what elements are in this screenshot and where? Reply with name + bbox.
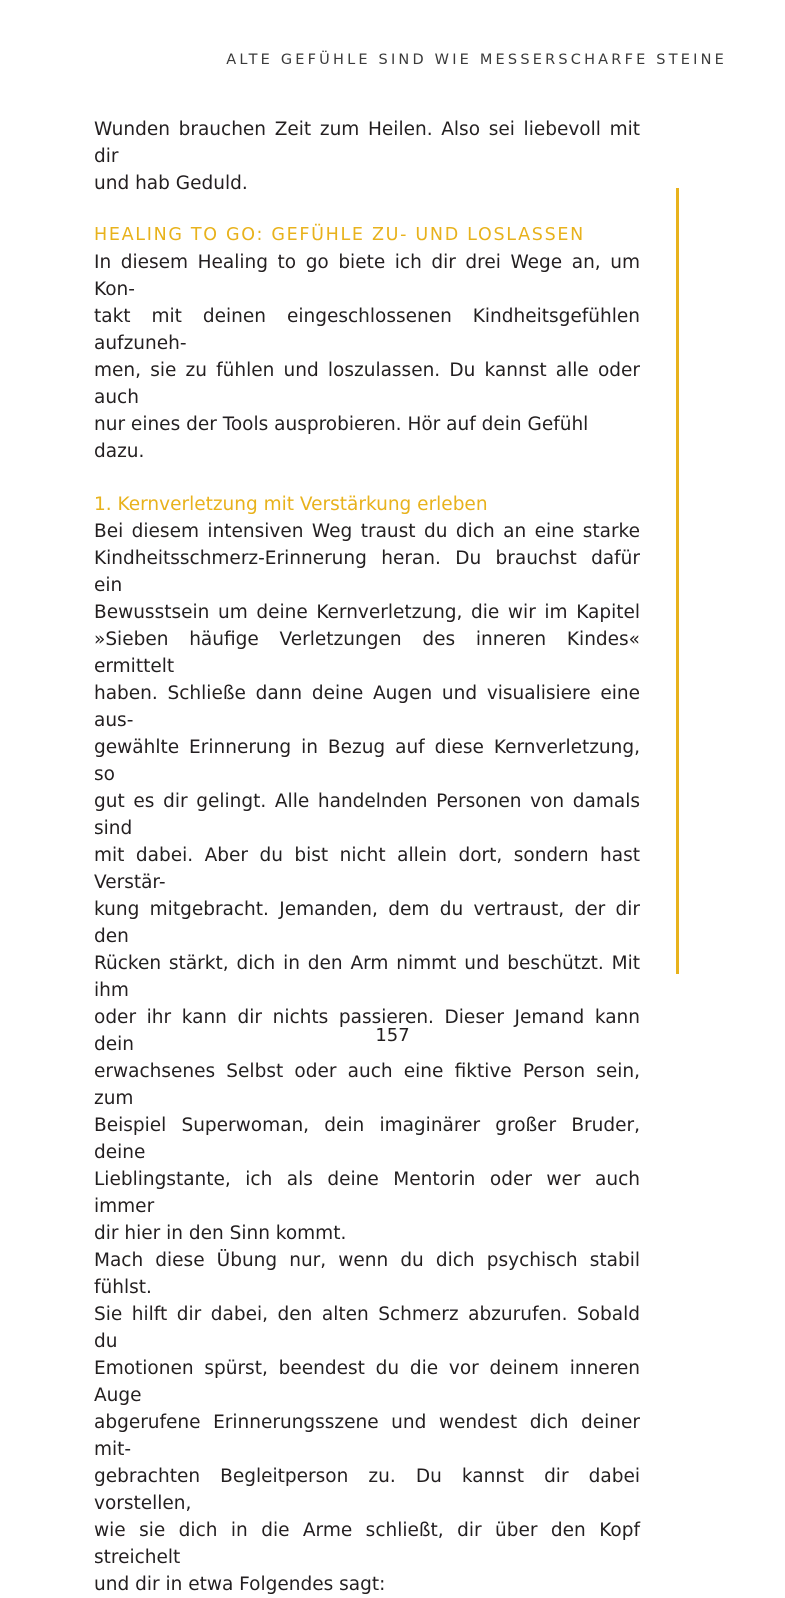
text-line: men, sie zu fühlen und loszulassen. Du kannst alle oder auch xyxy=(94,360,640,408)
text-line: wie sie dich in die Arme schließt, dir über den Kopf streichelt xyxy=(94,1520,640,1568)
text-line: »Sieben häufige Verletzungen des inneren Kindes« ermittelt xyxy=(94,629,640,677)
text-line: gebrachten Begleitperson zu. Du kannst dir dabei vorstellen, xyxy=(94,1466,640,1514)
text-line: nur eines der Tools ausprobieren. Hör auf dein Gefühl dazu. xyxy=(94,414,589,462)
running-header: ALTE GEFÜHLE SIND WIE MESSERSCHARFE STEINE xyxy=(226,52,727,68)
intro-paragraph xyxy=(94,116,640,197)
text-line: und hab Geduld. xyxy=(94,173,248,194)
text-line: Lieblingstante, ich als deine Mentorin oder wer auch immer xyxy=(94,1169,640,1217)
text-line: oder ihr kann dir nichts passieren. Dieser Jemand kann dein xyxy=(94,1007,640,1055)
page-body xyxy=(94,116,640,1598)
text-line: Bei diesem intensiven Weg traust du dich an eine starke xyxy=(94,521,640,542)
text-line: takt mit deinen eingeschlossenen Kindheitsgefühlen aufzuneh- xyxy=(94,306,640,354)
subsection-heading: 1. Kernverletzung mit Verstärkung erleben xyxy=(94,494,488,515)
text-line: Kindheitsschmerz-Erinnerung heran. Du brauchst dafür ein xyxy=(94,548,640,596)
text-line: und dir in etwa Folgendes sagt: xyxy=(94,1574,386,1595)
section-paragraph xyxy=(94,249,640,465)
accent-sidebar-rule xyxy=(676,188,679,974)
text-line: Rücken stärkt, dich in den Arm nimmt und beschützt. Mit ihm xyxy=(94,953,640,1001)
text-line: Emotionen spürst, beendest du die vor deinem inneren Auge xyxy=(94,1358,640,1406)
section-heading: HEALING TO GO: GEFÜHLE ZU- UND LOSLASSEN xyxy=(94,225,585,245)
text-line: Beispiel Superwoman, dein imaginärer großer Bruder, deine xyxy=(94,1115,640,1163)
text-line: kung mitgebracht. Jemanden, dem du vertraust, der dir den xyxy=(94,899,640,947)
text-line: In diesem Healing to go biete ich dir drei Wege an, um Kon- xyxy=(94,252,640,300)
text-line: erwachsenes Selbst oder auch eine fiktive Person sein, zum xyxy=(94,1061,640,1109)
text-line: Wunden brauchen Zeit zum Heilen. Also sei liebevoll mit dir xyxy=(94,119,640,167)
text-line: Bewusstsein um deine Kernverletzung, die wir im Kapitel xyxy=(94,602,640,623)
text-line: haben. Schließe dann deine Augen und visualisiere eine aus- xyxy=(94,683,640,731)
text-line: dir hier in den Sinn kommt. xyxy=(94,1223,347,1244)
subsection-paragraph-2 xyxy=(94,1247,640,1598)
text-line: Sie hilft dir dabei, den alten Schmerz abzurufen. Sobald du xyxy=(94,1304,640,1352)
text-line: abgerufene Erinnerungsszene und wendest dich deiner mit- xyxy=(94,1412,640,1460)
subsection-paragraph-1 xyxy=(94,518,640,1247)
text-line: Mach diese Übung nur, wenn du dich psychisch stabil fühlst. xyxy=(94,1250,640,1298)
text-line: gut es dir gelingt. Alle handelnden Personen von damals sind xyxy=(94,791,640,839)
page-number: 157 xyxy=(375,1025,410,1046)
text-line: mit dabei. Aber du bist nicht allein dort, sondern hast Verstär- xyxy=(94,845,640,893)
text-line: gewählte Erinnerung in Bezug auf diese Kernverletzung, so xyxy=(94,737,640,785)
